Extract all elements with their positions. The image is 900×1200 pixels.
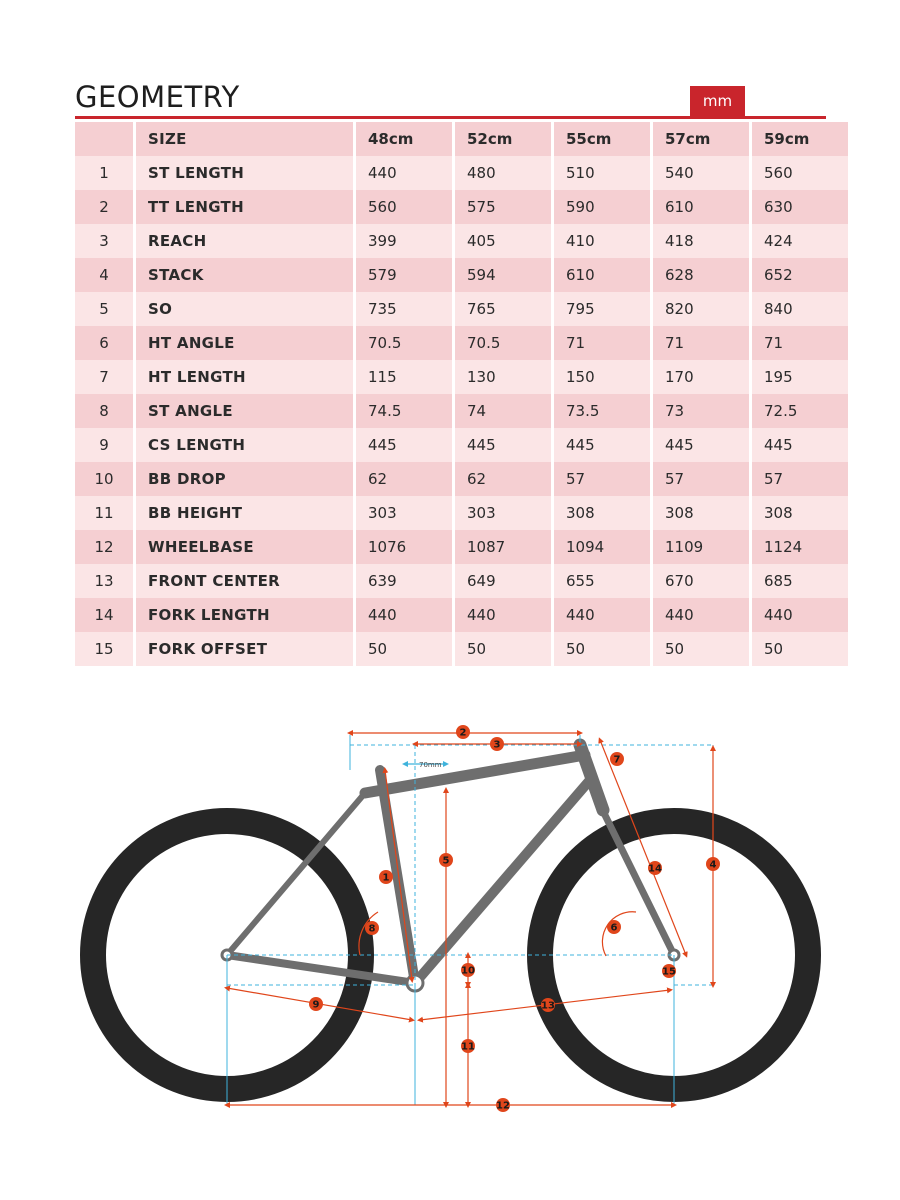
row-value: 440	[752, 598, 848, 632]
row-value: 1087	[455, 530, 551, 564]
table-row	[75, 326, 848, 360]
table-row	[75, 632, 848, 666]
row-label: WHEELBASE	[136, 530, 353, 564]
row-value: 308	[653, 496, 749, 530]
row-value: 50	[554, 632, 650, 666]
row-value: 670	[653, 564, 749, 598]
row-value: 1124	[752, 530, 848, 564]
row-value: 74.5	[356, 394, 452, 428]
marker-13	[541, 998, 555, 1012]
header-size-4: 59cm	[752, 122, 848, 156]
row-value: 57	[554, 462, 650, 496]
row-value: 57	[752, 462, 848, 496]
row-value: 560	[752, 156, 848, 190]
marker-11	[461, 1039, 475, 1053]
row-number: 7	[75, 360, 133, 394]
header-num-cell	[75, 122, 133, 156]
row-value: 308	[554, 496, 650, 530]
row-number: 6	[75, 326, 133, 360]
header-size-3: 57cm	[653, 122, 749, 156]
row-value: 610	[554, 258, 650, 292]
row-value: 445	[752, 428, 848, 462]
row-value: 418	[653, 224, 749, 258]
page-title: GEOMETRY	[75, 80, 240, 114]
row-label: REACH	[136, 224, 353, 258]
row-value: 424	[752, 224, 848, 258]
row-value: 735	[356, 292, 452, 326]
table-row	[75, 258, 848, 292]
row-value: 70.5	[455, 326, 551, 360]
row-value: 840	[752, 292, 848, 326]
row-value: 115	[356, 360, 452, 394]
marker-label: 10	[461, 965, 475, 977]
row-number: 8	[75, 394, 133, 428]
row-value: 70.5	[356, 326, 452, 360]
row-label: FORK OFFSET	[136, 632, 353, 666]
row-value: 655	[554, 564, 650, 598]
row-value: 73.5	[554, 394, 650, 428]
marker-label: 13	[541, 1000, 555, 1012]
table-row	[75, 598, 848, 632]
unit-badge: mm	[690, 86, 745, 116]
row-label: BB DROP	[136, 462, 353, 496]
row-label: STACK	[136, 258, 353, 292]
table-row	[75, 564, 848, 598]
row-number: 13	[75, 564, 133, 598]
row-label: FRONT CENTER	[136, 564, 353, 598]
row-value: 130	[455, 360, 551, 394]
table-row	[75, 394, 848, 428]
row-value: 71	[653, 326, 749, 360]
row-value: 440	[356, 598, 452, 632]
row-label: HT ANGLE	[136, 326, 353, 360]
marker-label: 14	[648, 863, 662, 875]
row-value: 1076	[356, 530, 452, 564]
marker-3	[490, 737, 504, 751]
row-label: BB HEIGHT	[136, 496, 353, 530]
marker-label: 5	[442, 855, 450, 867]
row-value: 71	[554, 326, 650, 360]
row-value: 590	[554, 190, 650, 224]
row-label: SO	[136, 292, 353, 326]
marker-label: 1	[382, 872, 390, 884]
row-value: 540	[653, 156, 749, 190]
row-value: 50	[653, 632, 749, 666]
row-value: 50	[752, 632, 848, 666]
row-value: 1094	[554, 530, 650, 564]
row-number: 12	[75, 530, 133, 564]
marker-1	[379, 870, 393, 884]
marker-label: 6	[610, 922, 618, 934]
marker-8	[365, 921, 379, 935]
row-value: 630	[752, 190, 848, 224]
row-value: 765	[455, 292, 551, 326]
marker-10	[461, 963, 475, 977]
row-value: 445	[356, 428, 452, 462]
row-value: 303	[356, 496, 452, 530]
row-value: 410	[554, 224, 650, 258]
row-value: 1109	[653, 530, 749, 564]
row-value: 308	[752, 496, 848, 530]
row-value: 405	[455, 224, 551, 258]
row-value: 399	[356, 224, 452, 258]
row-value: 73	[653, 394, 749, 428]
table-header-row	[75, 122, 848, 156]
row-value: 628	[653, 258, 749, 292]
row-number: 14	[75, 598, 133, 632]
row-label: ST ANGLE	[136, 394, 353, 428]
marker-label: 2	[459, 727, 467, 739]
row-value: 685	[752, 564, 848, 598]
row-value: 795	[554, 292, 650, 326]
marker-label: 3	[493, 739, 501, 751]
row-value: 560	[356, 190, 452, 224]
row-value: 74	[455, 394, 551, 428]
table-row	[75, 530, 848, 564]
row-value: 579	[356, 258, 452, 292]
row-number: 3	[75, 224, 133, 258]
table-row	[75, 292, 848, 326]
row-number: 10	[75, 462, 133, 496]
row-value: 652	[752, 258, 848, 292]
marker-12	[496, 1098, 510, 1112]
title-divider	[75, 116, 826, 119]
row-value: 303	[455, 496, 551, 530]
row-value: 62	[455, 462, 551, 496]
row-value: 195	[752, 360, 848, 394]
marker-15	[662, 964, 676, 978]
row-value: 649	[455, 564, 551, 598]
row-number: 11	[75, 496, 133, 530]
row-label: HT LENGTH	[136, 360, 353, 394]
table-row	[75, 360, 848, 394]
marker-label: 9	[312, 999, 320, 1011]
row-value: 57	[653, 462, 749, 496]
row-number: 15	[75, 632, 133, 666]
row-value: 510	[554, 156, 650, 190]
row-value: 50	[455, 632, 551, 666]
row-value: 71	[752, 326, 848, 360]
marker-7	[610, 752, 624, 766]
marker-5	[439, 853, 453, 867]
row-number: 4	[75, 258, 133, 292]
row-value: 594	[455, 258, 551, 292]
row-value: 170	[653, 360, 749, 394]
bike-geometry-diagram	[0, 690, 900, 1200]
row-value: 440	[554, 598, 650, 632]
header-size-2: 55cm	[554, 122, 650, 156]
table-row	[75, 428, 848, 462]
row-value: 445	[653, 428, 749, 462]
table-row	[75, 224, 848, 258]
row-label: TT LENGTH	[136, 190, 353, 224]
row-value: 62	[356, 462, 452, 496]
marker-6	[607, 920, 621, 934]
row-value: 610	[653, 190, 749, 224]
so-offset-label: 70mm	[419, 761, 442, 769]
row-value: 639	[356, 564, 452, 598]
table-row	[75, 496, 848, 530]
row-value: 445	[455, 428, 551, 462]
row-label: ST LENGTH	[136, 156, 353, 190]
header-size-1: 52cm	[455, 122, 551, 156]
marker-label: 4	[709, 859, 717, 871]
row-number: 2	[75, 190, 133, 224]
row-value: 72.5	[752, 394, 848, 428]
geometry-table	[72, 122, 851, 666]
marker-2	[456, 725, 470, 739]
row-number: 9	[75, 428, 133, 462]
header-size-0: 48cm	[356, 122, 452, 156]
row-value: 440	[455, 598, 551, 632]
row-value: 150	[554, 360, 650, 394]
row-value: 440	[653, 598, 749, 632]
row-value: 440	[356, 156, 452, 190]
table-row	[75, 190, 848, 224]
row-value: 50	[356, 632, 452, 666]
row-value: 480	[455, 156, 551, 190]
marker-9	[309, 997, 323, 1011]
marker-4	[706, 857, 720, 871]
marker-14	[648, 861, 662, 875]
row-label: CS LENGTH	[136, 428, 353, 462]
marker-label: 11	[461, 1041, 475, 1053]
row-value: 820	[653, 292, 749, 326]
row-value: 575	[455, 190, 551, 224]
marker-label: 15	[662, 966, 676, 978]
row-value: 445	[554, 428, 650, 462]
table-row	[75, 156, 848, 190]
marker-label: 7	[613, 754, 621, 766]
marker-label: 8	[368, 923, 376, 935]
table-row	[75, 462, 848, 496]
row-number: 1	[75, 156, 133, 190]
bike-frame	[222, 745, 679, 991]
row-number: 5	[75, 292, 133, 326]
marker-label: 12	[496, 1100, 510, 1112]
row-label: FORK LENGTH	[136, 598, 353, 632]
header-size-label: SIZE	[136, 122, 353, 156]
